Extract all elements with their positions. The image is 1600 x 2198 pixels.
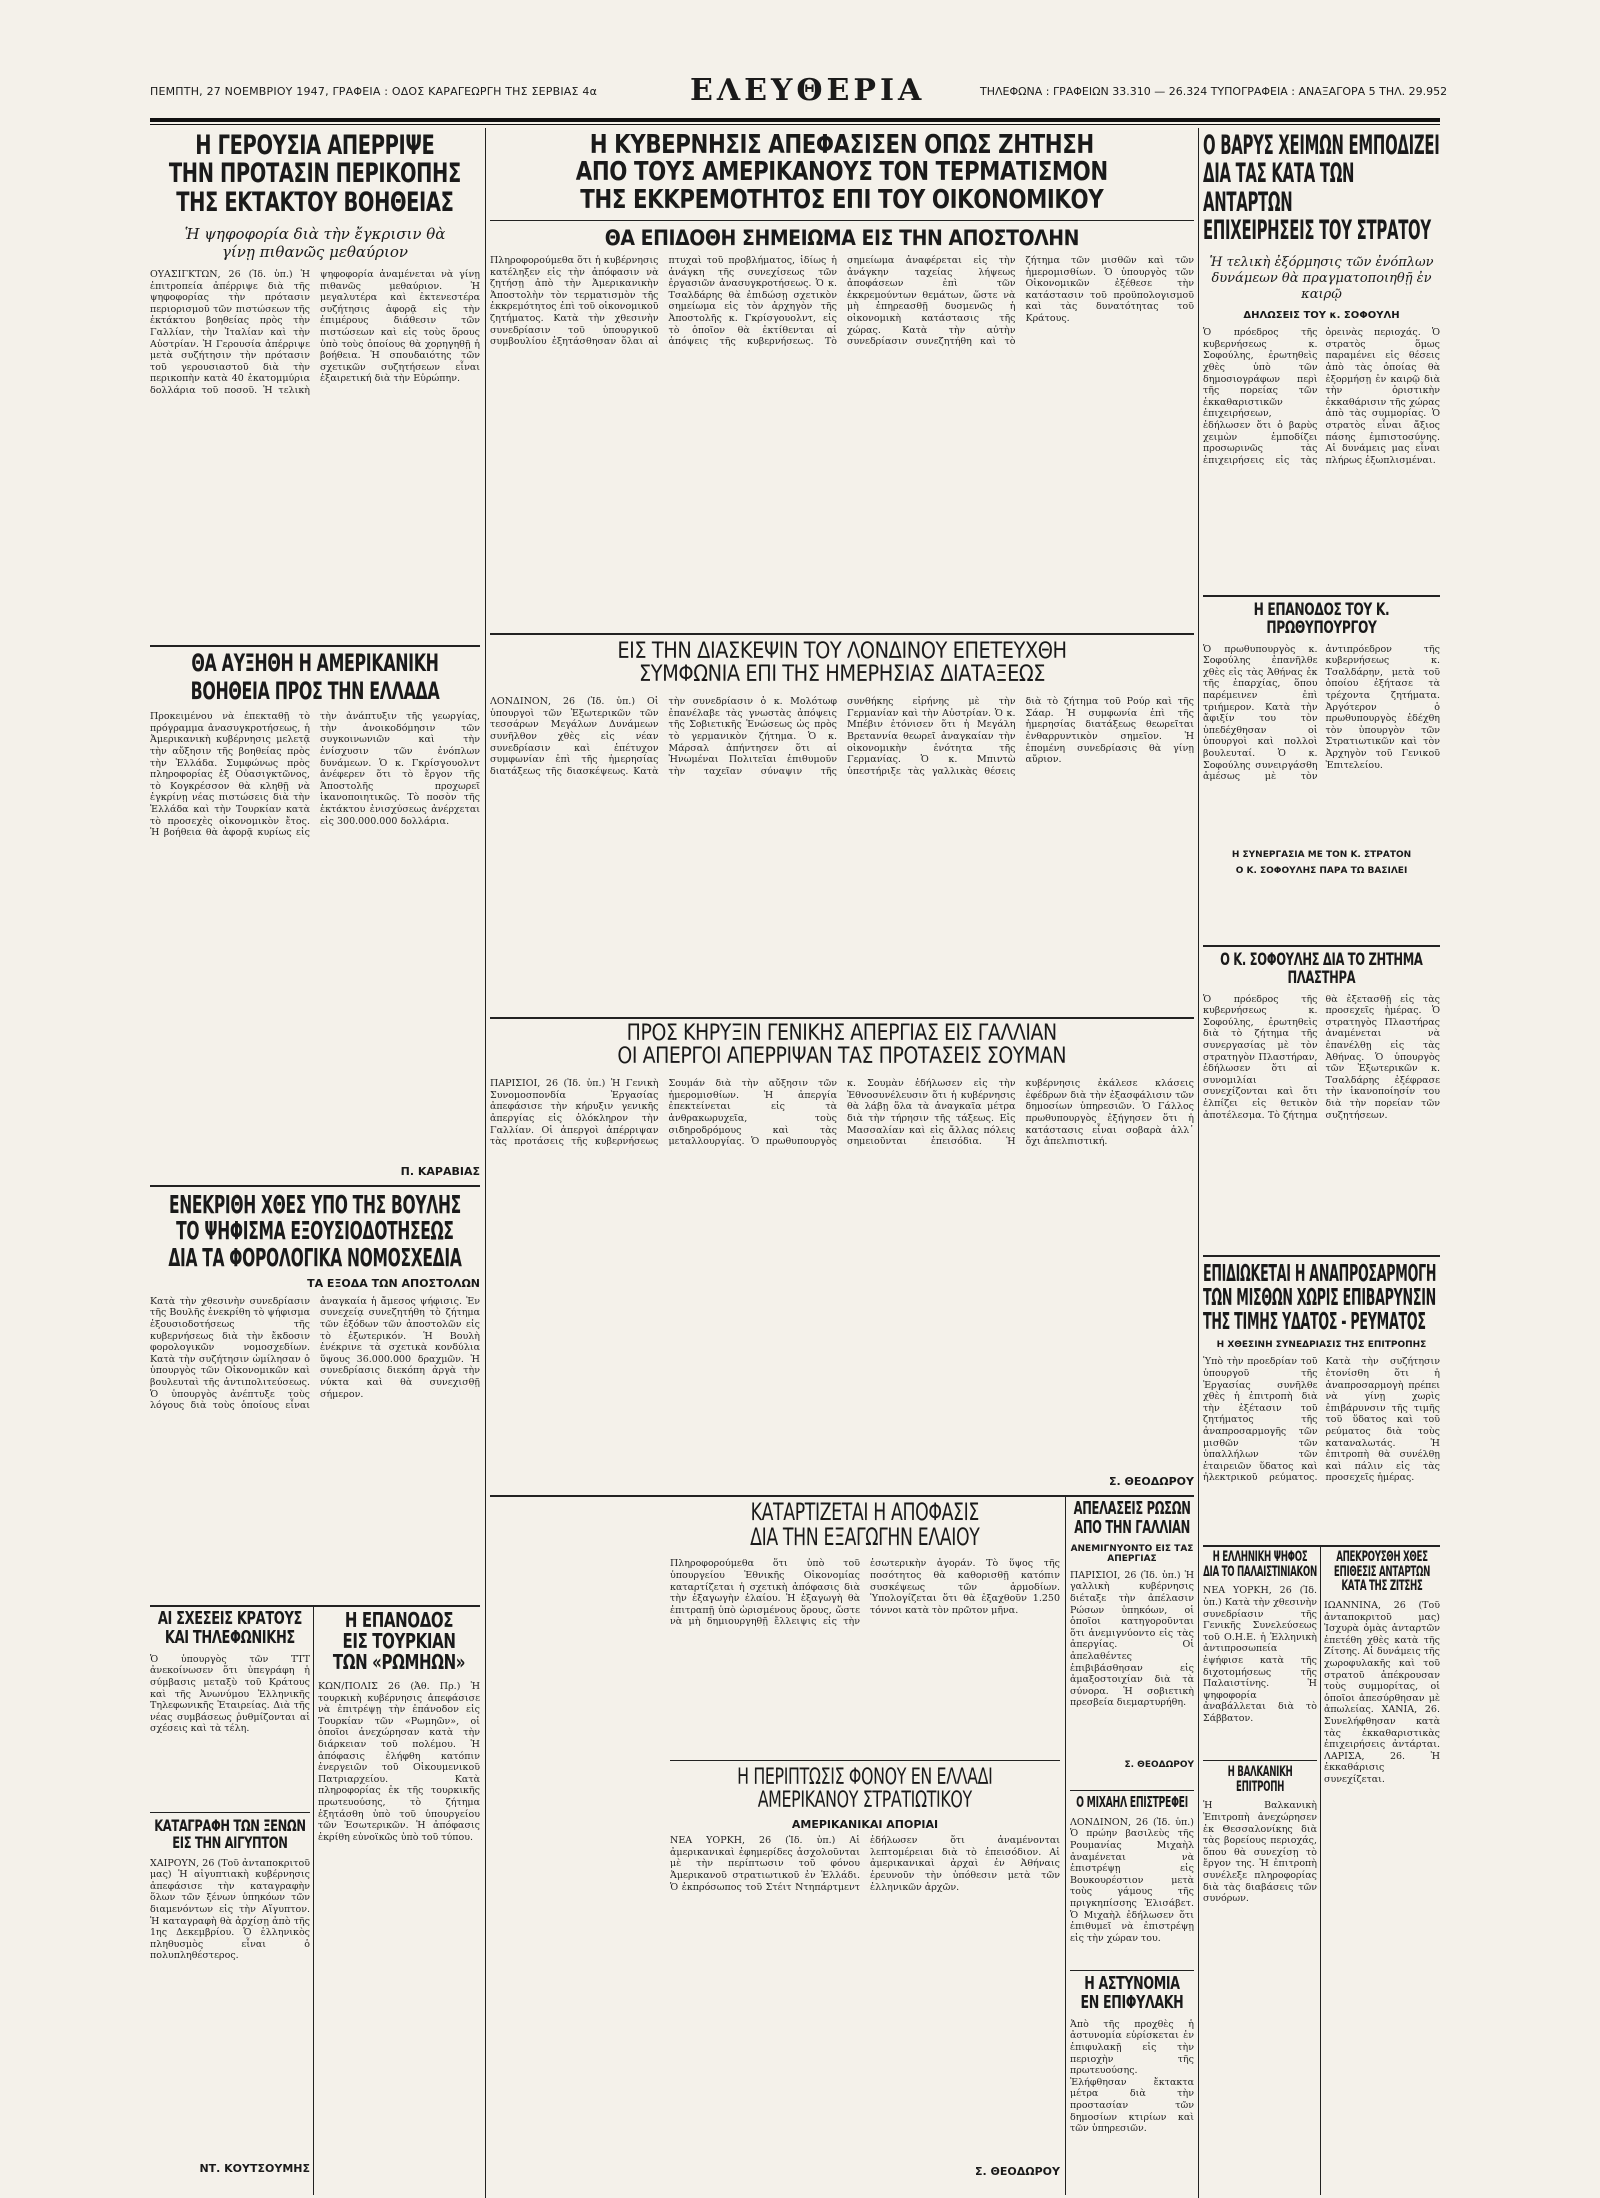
article-astynomia [1070,1975,1194,2159]
headline-line: Η ΚΥΒΕΡΝΗΣΙΣ ΑΠΕΦΑΣΙΣΕΝ ΟΠΩΣ ΖΗΤΗΣΗ [589,130,1094,160]
section-rule [490,633,1194,635]
article-palaistini [1203,1550,1317,1745]
byline: ΝΤ. ΚΟΥΤΣΟΥΜΗΣ [199,2161,310,2175]
article-body: ΛΟΝΔΙΝΟΝ, 26 (Ἰδ. ὑπ.) Οἱ ὑπουργοὶ τῶν Ἐξωτερικῶν τῶν τεσσάρων Μεγάλων Δυνάμεων συνῆλθον χθὲς εἰς νέαν συνεδρίασιν καὶ ἐπέτυχον συμφωνίαν ἐπὶ τῆς ἡμερησίας διατάξεως τῆς διασκέψεως. Κατὰ τὴν συνεδρίασιν ὁ κ. Μολότωφ ἐπανέλαβε τὰς γνωστὰς ἀπόψεις τῆς Σοβιετικῆς Ἑνώσεως ὡς πρὸς τὸ γερμανικὸν ζήτημα. Ὁ κ. Μάρσαλ ἀπήντησεν ὅτι αἱ Ἡνωμέναι Πολιτεῖαι ἐπιθυμοῦν τὴν ταχεῖαν σύναψιν τῆς συνθήκης εἰρήνης μὲ τὴν Γερμανίαν καὶ τὴν Αὐστρίαν. Ὁ κ. Μπέβιν ἐτόνισεν ὅτι ἡ Μεγάλη Βρεταννία θεωρεῖ ἀναγκαίαν τὴν οἰκονομικὴν ἑνότητα τῆς Γερμανίας. Ὁ κ. Μπιντὼ ὑπεστήριξε τὰς γαλλικὰς θέσεις διὰ τὸ ζήτημα τοῦ Ρούρ καὶ τῆς Σάαρ. Ἡ συμφωνία ἐπὶ τῆς ἡμερησίας διατάξεως θεωρεῖται ἐνθαρρυντικὸν σημεῖον. Ἡ ἑπομένη συνεδρίασις θὰ γίνῃ αὔριον. [490,696,1194,777]
headline-line: ΕΝ ΕΠΙΦΥΛΑΚΗ [1080,1991,1184,2013]
article-body: ΛΟΝΔΙΝΟΝ, 26 (Ἰδ. ὑπ.) Ὁ πρώην βασιλεὺς τῆς Ρουμανίας Μιχαὴλ ἀναμένεται νὰ ἐπιστρέψῃ εἰς Βουκουρέστιον μετὰ τοὺς γάμους τῆς πριγκηπίσσης Ἐλισάβετ. Ὁ Μιχαὴλ ἐδήλωσεν ὅτι ἐπιθυμεῖ νὰ ἐπιστρέψῃ εἰς τὴν χώραν του. [1070,1816,1194,1944]
subheadline: Ἡ τελικὴ ἐξόρμησις τῶν ἐνόπλων δυνάμεων θὰ πραγματοποιηθῇ ἐν καιρῷ [1209,255,1434,302]
article-body: Ὁ πρόεδρος τῆς κυβερνήσεως κ. Σοφούλης, ἐρωτηθεὶς χθὲς ὑπὸ τῶν δημοσιογράφων περὶ τῆς πορείας τῶν ἐκκαθαριστικῶν ἐπιχειρήσεων, ἐδήλωσεν ὅτι ὁ βαρὺς χειμὼν ἐμποδίζει προσωρινῶς τὰς ἐπιχειρήσεις εἰς τὰς ὀρεινὰς περιοχάς. Ὁ στρατὸς ὅμως παραμένει εἰς θέσεις ἀπὸ τὰς ὁποίας θὰ ἐξορμήσῃ ἐν καιρῷ διὰ τὴν ὁριστικὴν ἐκκαθάρισιν τῆς χώρας ἀπὸ τὰς συμμορίας. Ὁ στρατὸς εἶναι ἄξιος πάσης ἐμπιστοσύνης. Αἱ δυνάμεις μας εἶναι πλήρως ἐξωπλισμέναι. [1203,327,1440,466]
article-body: ΝΕΑ ΥΟΡΚΗ, 26 (Ἰδ. ὑπ.) Κατὰ τὴν χθεσινὴν συνεδρίασιν τῆς Γενικῆς Συνελεύσεως τοῦ Ο.Η.Ε. ἡ Ἑλληνικὴ ἀντιπροσωπεία ἐψήφισε κατὰ τῆς διχοτομήσεως τῆς Παλαιστίνης. Ἡ ψηφοφορία ἀναβάλλεται διὰ τὸ Σάββατον. [1203,1585,1317,1724]
section-rule [1203,595,1440,597]
headline-line: ΚΑΤΑ ΤΗΣ ΖΙΤΣΗΣ [1341,1578,1423,1595]
headline-line: ΤΗΣ ΕΚΚΡΕΜΟΤΗΤΟΣ ΕΠΙ ΤΟΥ ΟΙΚΟΝΟΜΙΚΟΥ [580,184,1104,215]
section-rule [1070,1790,1194,1791]
section-rule [1203,945,1440,947]
headline-line: ΤΗΣ ΕΚΤΑΚΤΟΥ ΒΟΗΘΕΙΑΣ [176,186,454,218]
headline-line: ΕΙΣ ΤΟΥΡΚΙΑΝ [342,1629,456,1653]
masthead-rule-thin [150,124,1440,125]
article-aigyptos [150,1818,310,2175]
headline-line: ΑΜΕΡΙΚΑΝΟΥ ΣΤΡΑΤΙΩΤΙΚΟΥ [757,1788,972,1814]
article-body: Ὁ ὑπουργὸς τῶν ΤΤΤ ἀνεκοίνωσεν ὅτι ὑπεγράφη ἡ σύμβασις μεταξὺ τοῦ Κράτους καὶ τῆς Ἀνωνύμου Ἑλληνικῆς Τηλεφωνικῆς Ἑταιρείας. Διὰ τῆς νέας συμβάσεως ῥυθμίζονται αἱ σχέσεις καὶ τὰ τέλη. [150,1653,310,1735]
headline-line: ΕΠΙΧΕΙΡΗΣΕΙΣ ΤΟΥ ΣΤΡΑΤΟΥ [1203,215,1431,247]
section-rule [1203,1255,1440,1257]
article-misthoi [1203,1262,1440,1511]
subheadline: Ἡ ψηφοφορία διὰ τὴν ἔγκρισιν θὰ γίνῃ πιθανῶς μεθαύριον [184,225,446,262]
masthead-rule [150,118,1440,122]
headline: Ο ΜΙΧΑΗΛ ΕΠΙΣΤΡΕΦΕΙ [1076,1793,1188,1811]
headline-line: ΕΙΣ ΤΗΝ ΑΙΓΥΠΤΟΝ [172,1832,288,1852]
column-rule [313,1605,314,2195]
article-body: Ὁ πρόεδρος τῆς κυβερνήσεως κ. Σοφούλης, ἐρωτηθεὶς διὰ τὸ ζήτημα τῆς συνεργασίας μὲ τὸν στρατηγὸν Πλαστήραν, ἐδήλωσεν ὅτι αἱ συνομιλίαι συνεχίζονται καὶ ὅτι ἐλπίζει εἰς θετικὸν ἀποτέλεσμα. Τὸ ζήτημα θὰ ἐξετασθῇ εἰς τὰς προσεχεῖς ἡμέρας. Ὁ στρατηγὸς Πλαστήρας ἀναμένεται νὰ ἐπανέλθῃ εἰς τὰς Ἀθήνας. Ὁ ὑπουργὸς τῶν Ἐξωτερικῶν κ. Τσαλδάρης ἐξέφρασε τὴν ἱκανοποίησίν του διὰ τὴν πορείαν τῶν συζητήσεων. [1203,993,1440,1121]
headline-line: Η ΕΛΛΗΝΙΚΗ ΨΗΦΟΣ [1212,1549,1308,1565]
article-epanodos-tourkia [318,1610,480,2121]
article-body: Πληροφορούμεθα ὅτι ἡ κυβέρνησις κατέληξεν εἰς τὴν ἀπόφασιν νὰ ζητήσῃ ἀπὸ τὴν Ἀμερικανικὴν Ἀποστολὴν τὸν τερματισμὸν τῆς ἐκκρεμότητος ἐπὶ τοῦ οἰκονομικοῦ ζητήματος. Κατὰ τὴν χθεσινὴν συνεδρίασιν τοῦ ὑπουργικοῦ συμβουλίου ἐξητάσθησαν ὅλαι αἱ πτυχαὶ τοῦ προβλήματος, ἰδίως ἡ ἀνάγκη τῆς συνεχίσεως τῶν ἐργασιῶν ἀνασυγκροτήσεως. Ὁ κ. Τσαλδάρης θὰ ἐπιδώσῃ σχετικὸν σημείωμα εἰς τὸν ἀρχηγὸν τῆς Ἀποστολῆς κ. Γκρίσγουολντ, εἰς τὸ ὁποῖον θὰ ἐκτίθενται αἱ ἀπόψεις τῆς κυβερνήσεως. Τὸ σημείωμα ἀναφέρεται εἰς τὴν ἀνάγκην ταχείας λήψεως ἀποφάσεων ἐπὶ τῶν ἐκκρεμούντων θεμάτων, ὥστε νὰ μὴ ἐπηρεασθῇ δυσμενῶς ἡ οἰκονομικὴ κατάστασις τῆς χώρας. Κατὰ τὴν αὐτὴν συνεδρίασιν συνεζητήθη καὶ τὸ ζήτημα τῶν μισθῶν καὶ τῶν ἡμερομισθίων. Ὁ ὑπουργὸς τῶν Οἰκονομικῶν ἐξέθεσε τὴν κατάστασιν τοῦ προϋπολογισμοῦ καὶ τὰς δυνατότητας τοῦ Κράτους. [490,254,1194,348]
headline: Ο Κ. ΣΟΦΟΥΛΗΣ ΔΙΑ ΤΟ ΖΗΤΗΜΑ ΠΛΑΣΤΗΡΑ [1220,950,1423,988]
section-rule [150,1605,480,1607]
headline-line: ΑΙ ΣΧΕΣΕΙΣ ΚΡΑΤΟΥΣ [157,1608,302,1629]
headline-line: ΔΙΑ ΤΑ ΦΟΡΟΛΟΓΙΚΑ ΝΟΜΟΣΧΕΔΙΑ [168,1242,462,1272]
article-ellada-strat [670,1766,1060,2178]
article-body: ΝΕΑ ΥΟΡΚΗ, 26 (Ἰδ. ὑπ.) Αἱ ἀμερικανικαὶ ἐφημερίδες ἀσχολοῦνται μὲ τὴν περίπτωσιν τοῦ φόνου Ἀμερικανοῦ στρατιωτικοῦ ἐν Ἑλλάδι. Ὁ ἐκπρόσωπος τοῦ Στέιτ Ντηπάρτμεντ ἐδήλωσεν ὅτι ἀναμένονται λεπτομέρειαι διὰ τὸ ἐπεισόδιον. Αἱ ἀμερικανικαὶ ἀρχαὶ ἐν Ἀθήναις ἐρευνοῦν τὴν ὑπόθεσιν μετὰ τῶν ἑλληνικῶν ἀρχῶν. [670,1835,1060,1893]
article-body: ΙΩΑΝΝΙΝΑ, 26 (Τοῦ ἀνταποκριτοῦ μας) Ἰσχυρὰ ὁμὰς ἀνταρτῶν ἐπετέθη χθὲς κατὰ τῆς Ζίτσης. Αἱ δυνάμεις τῆς χωροφυλακῆς καὶ τοῦ στρατοῦ ἀπέκρουσαν τοὺς συμμορίτας, οἱ ὁποῖοι ἀπεσύρθησαν μὲ ἀπωλείας. ΧΑΝΙΑ, 26. Συνελήφθησαν κατὰ τὰς ἐκκαθαριστικὰς ἐπιχειρήσεις ἀντάρται. ΛΑΡΙΣΑ, 26. Ἡ ἐκκαθάρισις συνεχίζεται. [1324,1600,1440,1785]
column-rule [1065,1495,1066,2195]
column-rule [1320,1545,1321,2195]
headline-line: ΤΟ ΨΗΦΙΣΜΑ ΕΞΟΥΣΙΟΔΟΤΗΣΕΩΣ [176,1216,454,1246]
article-xana [1070,1795,1194,1967]
section-rule [1070,1970,1194,1971]
headline-line: ΤΗΣ ΤΙΜΗΣ ΥΔΑΤΟΣ - ΡΕΥΜΑΤΟΣ [1203,1309,1426,1336]
headline-line: ΔΙΑ ΤΗΝ ΕΞΑΓΩΓΗΝ ΕΛΑΙΟΥ [750,1523,980,1552]
article-londino [490,640,1194,1026]
article-valkaniki [1203,1765,1317,2160]
section-kicker: Η ΧΘΕΣΙΝΗ ΣΥΝΕΔΡΙΑΣΙΣ ΤΗΣ ΕΠΙΤΡΟΠΗΣ [1216,1340,1427,1351]
section-kicker: ΤΑ ΕΞΟΔΑ ΤΩΝ ΑΠΟΣΤΟΛΩΝ [307,1276,480,1290]
article-epanodos-proth [1203,602,1440,882]
headline-line: ΕΠΙΔΙΩΚΕΤΑΙ Η ΑΝΑΠΡΟΣΑΡΜΟΓΗ [1203,1261,1437,1287]
headline-line: ΤΩΝ «ΡΩΜΗΩΝ» [332,1650,466,1674]
masthead-contacts: ΤΗΛΕΦΩΝΑ : ΓΡΑΦΕΙΩΝ 33.310 — 26.324 ΤΥΠΟΓΡΑΦΕΙΑ : ΑΝΑΞΑΓΟΡΑ 5 ΤΗΛ. 29.952 [980,85,1448,98]
headline-line: ΟΙ ΑΠΕΡΓΟΙ ΑΠΕΡΡΙΨΑΝ ΤΑΣ ΠΡΟΤΑΣΕΙΣ ΣΟΥΜΑΝ [617,1044,1067,1070]
masthead-title: ΕΛΕΥΘΕΡΙΑ [690,73,926,108]
section-kicker: ΑΝΕΜΙΓΝΥΟΝΤΟ ΕΙΣ ΤΑΣ ΑΠΕΡΓΙΑΣ [1070,1543,1194,1564]
article-body: ΚΩΝ/ΠΟΛΙΣ 26 (Ἀθ. Πρ.) Ἡ τουρκικὴ κυβέρνησις ἀπεφάσισε νὰ ἐπιτρέψῃ τὴν ἐπάνοδον εἰς Τουρκίαν τῶν «Ρωμηῶν», οἱ ὁποῖοι ἀνεχώρησαν κατὰ τὴν διάρκειαν τοῦ πολέμου. Ἡ ἀπόφασις ἐλήφθη κατόπιν ἐνεργειῶν τοῦ Οἰκουμενικοῦ Πατριαρχείου. Κατὰ πληροφορίας ἐκ τῆς τουρκικῆς πρωτευούσης, τὸ ζήτημα ἐξητάσθη ὑπὸ τοῦ ὑπουργείου τῶν Ἐσωτερικῶν. Ἡ ἀπόφασις ἐκρίθη εὐνοϊκῶς ὑπὸ τοῦ τύπου. [318,1681,480,1843]
headline-line: ΚΑΙ ΤΗΛΕΦΩΝΙΚΗΣ [164,1626,295,1648]
headline: ΘΑ ΑΥΞΗΘΗ Η ΑΜΕΡΙΚΑΝΙΚΗ ΒΟΗΘΕΙΑ ΠΡΟΣ ΤΗΝ ΕΛΛΑΔΑ [190,649,440,705]
headline-line: ΚΑΤΑΡΤΙΖΕΤΑΙ Η ΑΠΟΦΑΣΙΣ [750,1498,979,1526]
article-body: ΧΑΙΡΟΥΝ, 26 (Τοῦ ἀνταποκριτοῦ μας) Ἡ αἰγυπτιακὴ κυβέρνησις ἀπεφάσισε τὴν καταγραφὴν ὅλων τῶν ξένων ὑπηκόων τῶν διαμενόντων εἰς τὴν Αἴγυπτον. Ἡ καταγραφὴ θὰ ἀρχίσῃ ἀπὸ τῆς 1ης Δεκεμβρίου. Ὁ ἑλληνικὸς πληθυσμὸς εἶναι ὁ πολυπληθέστερος. [150,1857,310,1962]
section-kicker: ΑΜΕΡΙΚΑΝΙΚΑΙ ΑΠΟΡΙΑΙ [791,1818,939,1832]
section-rule [150,1185,480,1187]
article-aukseisi [150,650,480,1178]
article-kyvernisis [490,128,1194,585]
section-kicker: ΔΗΛΩΣΕΙΣ ΤΟΥ κ. ΣΟΦΟΥΛΗ [1243,310,1400,322]
byline: Σ. ΘΕΟΔΩΡΟΥ [1109,1475,1194,1489]
article-sxeseis [150,1610,310,1819]
section-rule [1203,1545,1440,1547]
section-kicker: Η ΣΥΝΕΡΓΑΣΙΑ ΜΕ ΤΟΝ Κ. ΣΤΡΑΤΟΝ [1231,849,1412,860]
section-rule [490,1017,1194,1019]
article-body: Ἀπὸ τῆς προχθὲς ἡ ἀστυνομία εὑρίσκεται ἐν ἐπιφυλακῇ εἰς τὴν περιοχὴν τῆς πρωτευούσης. Ἐλήφθησαν ἔκτακτα μέτρα διὰ τὴν προστασίαν τῶν δημοσίων κτιρίων καὶ τῶν ὑπηρεσιῶν. [1070,2018,1194,2135]
headline-line: Η ΕΠΑΝΟΔΟΣ [344,1608,454,1632]
section-rule [490,1495,1194,1497]
byline: Σ. ΘΕΟΔΩΡΟΥ [975,2165,1060,2179]
headline-line: Η ΓΕΡΟΥΣΙΑ ΑΠΕΡΡΙΨΕ [195,130,435,161]
article-body: ΠΑΡΙΣΙΟΙ, 26 (Ἰδ. ὑπ.) Ἡ Γενικὴ Συνομοσπονδία Ἐργασίας ἀπεφάσισε τὴν κήρυξιν γενικῆς ἀπεργίας εἰς ὁλόκληρον τὴν Γαλλίαν. Οἱ ἀπεργοὶ ἀπέρριψαν τὰς προτάσεις τῆς κυβερνήσεως Σουμάν διὰ τὴν αὔξησιν τῶν ἡμερομισθίων. Ἡ ἀπεργία ἐπεκτείνεται εἰς τὰ ἀνθρακωρυχεῖα, τοὺς σιδηροδρόμους καὶ τὰς μεταλλουργίας. Ὁ πρωθυπουργὸς κ. Σουμὰν ἐδήλωσεν εἰς τὴν Ἐθνοσυνέλευσιν ὅτι ἡ κυβέρνησις θὰ λάβῃ ὅλα τὰ ἀναγκαῖα μέτρα διὰ τὴν τήρησιν τῆς τάξεως. Εἰς Μασσαλίαν καὶ εἰς ἄλλας πόλεις σημειοῦνται ἐπεισόδια. Ἡ κυβέρνησις ἐκάλεσε κλάσεις ἐφέδρων διὰ τὴν ἐξασφάλισιν τῶν δημοσίων ὑπηρεσιῶν. Ὁ Γάλλος πρωθυπουργὸς ἐξήγησεν ὅτι ἡ κατάστασις εἶναι σοβαρὰ ἀλλ᾽ ὄχι ἀπελπιστική. [490,1078,1194,1148]
headline-line: Η ΠΕΡΙΠΤΩΣΙΣ ΦΟΝΟΥ ΕΝ ΕΛΛΑΔΙ [737,1765,993,1790]
article-zitsa [1324,1550,1440,2160]
headline-line: ΑΠΟ ΤΟΥΣ ΑΜΕΡΙΚΑΝΟΥΣ ΤΟΝ ΤΕΡΜΑΤΙΣΜΟΝ [575,157,1108,188]
article-body: Κατὰ τὴν χθεσινὴν συνεδρίασιν τῆς Βουλῆς ἐνεκρίθη τὸ ψήφισμα ἐξουσιοδοτήσεως τῆς κυβερνήσεως διὰ τὴν ἔκδοσιν φορολογικῶν νομοσχεδίων. Κατὰ τὴν συζήτησιν ὡμίλησαν ὁ ὑπουργὸς τῶν Οἰκονομικῶν καὶ βουλευταὶ τῆς ἀντιπολιτεύσεως. Ὁ ὑπουργὸς ἀνέπτυξε τοὺς λόγους διὰ τοὺς ὁποίους εἶναι ἀναγκαία ἡ ἄμεσος ψήφισις. Ἐν συνεχείᾳ συνεζητήθη τὸ ζήτημα τῶν ἐξόδων τῶν ἀποστολῶν εἰς τὸ ἐξωτερικόν. Ἡ Βουλὴ ἐνέκρινε τὰ σχετικὰ κονδύλια ὕψους 36.000.000 δραχμῶν. Ἡ συνεδρίασις διεκόπη ἀργὰ τὴν νύκτα καὶ θὰ συνεχισθῇ σήμερον. [150,1295,480,1412]
headline-line: ΚΑΤΑΓΡΑΦΗ ΤΩΝ ΞΕΝΩΝ [154,1816,306,1835]
headline-line: ΠΡΟΣ ΚΗΡΥΞΙΝ ΓΕΝΙΚΗΣ ΑΠΕΡΓΙΑΣ ΕΙΣ ΓΑΛΛΙΑΝ [626,1021,1057,1046]
section-rule [150,645,480,647]
section-kicker: Ο Κ. ΣΟΦΟΥΛΗΣ ΠΑΡΑ ΤΩ ΒΑΣΙΛΕΙ [1235,865,1408,876]
headline-line: ΔΙΑ ΤΟ ΠΑΛΑΙΣΤΙΝΙΑΚΟΝ [1203,1563,1317,1580]
article-apergia [490,1022,1194,1488]
column-rule [1198,128,1199,2198]
headline-line: Ο ΒΑΡΥΣ ΧΕΙΜΩΝ ΕΜΠΟΔΙΖΕΙ [1203,130,1440,161]
article-apelaseis [1070,1500,1194,1770]
article-egkrisi [150,1192,480,1611]
headline-line: ΑΠΕΚΡΟΥΣΘΗ ΧΘΕΣ [1336,1549,1428,1565]
headline-line: ΕΠΙΘΕΣΙΣ ΑΝΤΑΡΤΩΝ [1333,1563,1431,1580]
headline: Η ΕΠΑΝΟΔΟΣ ΤΟΥ Κ. ΠΡΩΘΥΠΟΥΡΓΟΥ [1253,600,1390,638]
article-elaiou [670,1500,1060,1743]
section-rule [490,220,1194,221]
article-body: Ἡ Βαλκανικὴ Ἐπιτροπὴ ἀνεχώρησεν ἐκ Θεσσαλονίκης διὰ τὰς βορείους περιοχάς, ὅπου θὰ συνεχίσῃ τὸ ἔργον της. Ἡ ἐπιτροπὴ συνέλεξε πληροφορίας διὰ τὰς διαβάσεις τῶν συνόρων. [1203,1800,1317,1905]
byline: Σ. ΘΕΟΔΩΡΟΥ [1124,1759,1194,1770]
headline-line: ΤΗΝ ΠΡΟΤΑΣΙΝ ΠΕΡΙΚΟΠΗΣ [168,158,461,190]
headline-line: ΕΝΕΚΡΙΘΗ ΧΘΕΣ ΥΠΟ ΤΗΣ ΒΟΥΛΗΣ [168,1190,461,1219]
section-rule [670,1760,1060,1761]
article-body: Ὑπὸ τὴν προεδρίαν τοῦ ὑπουργοῦ τῆς Ἐργασίας συνῆλθε χθὲς ἡ ἐπιτροπὴ διὰ τὴν ἐξέτασιν τοῦ ζητήματος τῆς ἀναπροσαρμογῆς τῶν μισθῶν τῶν ὑπαλλήλων τῶν ἑταιρειῶν ὕδατος καὶ ἠλεκτρικοῦ ρεύματος. Κατὰ τὴν συζήτησιν ἐτονίσθη ὅτι ἡ ἀναπροσαρμογὴ πρέπει νὰ γίνῃ χωρὶς ἐπιβάρυνσιν τῆς τιμῆς τοῦ ὕδατος καὶ τοῦ ρεύματος διὰ τοὺς καταναλωτάς. Ἡ ἐπιτροπὴ θὰ συνέλθῃ καὶ πάλιν εἰς τὰς προσεχεῖς ἡμέρας. [1203,1356,1440,1484]
article-body: ΟΥΑΣΙΓΚΤΩΝ, 26 (Ἰδ. ὑπ.) Ἡ ἐπιτροπεία ἀπέρριψε διὰ τῆς ψηφοφορίας τὴν πρότασιν περιορισμοῦ τῶν πιστώσεων τῆς ἐκτάκτου βοηθείας πρὸς τὴν Γαλλίαν, τὴν Ἰταλίαν καὶ τὴν Αὐστρίαν. Ἡ Γερουσία ἀπέρριψε μετὰ συζήτησιν τὴν πρότασιν τοῦ γερουσιαστοῦ διὰ τὴν περικοπὴν κατὰ 40 ἑκατομμύρια δολλάρια τοῦ ποσοῦ. Ἡ τελικὴ ψηφοφορία ἀναμένεται νὰ γίνῃ πιθανῶς μεθαύριον. Ἡ μεγαλυτέρα καὶ ἐκτενεστέρα συζήτησις ἀφορᾷ εἰς τὴν ἐπιμέρους διάθεσιν τῶν πιστώσεων καὶ εἰς τοὺς ὅρους ὑπὸ τοὺς ὁποίους θὰ χορηγηθῇ ἡ βοήθεια. Ἡ σπουδαιότης τῶν σχετικῶν συζητήσεων εἶναι ἐξαιρετική διὰ τὴν Εὐρώπην. [150,269,480,396]
article-varys [1203,128,1440,577]
byline: Π. ΚΑΡΑΒΙΑΣ [400,1165,480,1179]
headline-line: ΑΠΕΛΑΣΕΙΣ ΡΩΣΩΝ [1073,1498,1191,1519]
article-body: ΠΑΡΙΣΙΟΙ, 26 (Ἰδ. ὑπ.) Ἡ γαλλικὴ κυβέρνησις διέταξε τὴν ἀπέλασιν Ρώσων ὑπηκόων, οἱ ὁποῖοι κατηγοροῦνται ὅτι ἀνεμιγνύοντο εἰς τὰς ἀπεργίας. Οἱ ἀπελαθέντες ἐπιβιβάσθησαν εἰς ἀμαξοστοιχίαν διὰ τὰ σύνορα. Ἡ σοβιετικὴ πρεσβεία διεμαρτυρήθη. [1070,1569,1194,1709]
article-body: Ὁ πρωθυπουργὸς κ. Σοφούλης ἐπανῆλθε χθὲς εἰς τὰς Ἀθήνας ἐκ τῆς ἐπαρχίας, ὅπου παρέμεινεν ἐπὶ τριήμερον. Κατὰ τὴν ἄφιξίν του τὸν ὑπεδέχθησαν οἱ ὑπουργοὶ καὶ πολλοὶ βουλευταί. Ὁ κ. Σοφούλης συνειργάσθη ἀμέσως μὲ τὸν ἀντιπρόεδρον τῆς κυβερνήσεως κ. Τσαλδάρην, μετὰ τοῦ ὁποίου ἐξήτασε τὰ τρέχοντα ζητήματα. Ἀργότερον ὁ πρωθυπουργὸς ἐδέχθη τὸν ὑπουργὸν τῶν Στρατιωτικῶν καὶ τὸν Ἀρχηγὸν τοῦ Γενικοῦ Ἐπιτελείου. [1203,643,1440,783]
article-body: Πληροφορούμεθα ὅτι ὑπὸ τοῦ ὑπουργείου Ἐθνικῆς Οἰκονομίας καταρτίζεται ἡ σχετικὴ ἀπόφασις διὰ τὴν ἐξαγωγὴν ἐλαίου. Ἡ ἐξαγωγὴ θὰ ἐπιτραπῇ ὑπὸ ὡρισμένους ὅρους, ὥστε νὰ μὴ δημιουργηθῇ ἔλλειψις εἰς τὴν ἐσωτερικὴν ἀγοράν. Τὸ ὕψος τῆς ποσότητος θὰ καθορισθῇ κατόπιν συσκέψεως τῶν ἁρμοδίων. Ὑπολογίζεται ὅτι θὰ ἐξαχθοῦν 1.250 τόννοι κατὰ τὸν πρῶτον μῆνα. [670,1558,1060,1628]
article-sofoulis-plastiras [1203,952,1440,1279]
headline-line: ΤΩΝ ΜΙΣΘΩΝ ΧΩΡΙΣ ΕΠΙΒΑΡΥΝΣΙΝ [1203,1285,1436,1312]
subheadline: ΘΑ ΕΠΙΔΟΘΗ ΣΗΜΕΙΩΜΑ ΕΙΣ ΤΗΝ ΑΠΟΣΤΟΛΗΝ [604,225,1080,250]
headline-line: ΕΙΣ ΤΗΝ ΔΙΑΣΚΕΨΙΝ ΤΟΥ ΛΟΝΔΙΝΟΥ ΕΠΕΤΕΥΧΘΗ [617,639,1067,664]
section-rule [150,1812,310,1813]
headline-line: ΔΙΑ ΤΑΣ ΚΑΤΑ ΤΩΝ ΑΝΤΑΡΤΩΝ [1203,158,1355,218]
headline-line: ΑΠΟ ΤΗΝ ΓΑΛΛΙΑΝ [1074,1516,1190,1538]
masthead [150,73,1448,115]
column-rule [485,128,486,2198]
section-rule [1203,1760,1317,1761]
article-body: Προκειμένου νὰ ἐπεκταθῇ τὸ πρόγραμμα ἀνασυγκροτήσεως, ἡ Ἀμερικανικὴ κυβέρνησις μελετᾷ τὴν αὔξησιν τῆς βοηθείας πρὸς τὴν Ἑλλάδα. Συμφώνως πρὸς πληροφορίας ἐξ Οὐασιγκτῶνος, τὸ Κογκρέσσον θὰ κληθῇ νὰ ἐγκρίνῃ νέας πιστώσεις διὰ τὴν Ἑλλάδα καὶ τὴν Τουρκίαν κατὰ τὸ προσεχὲς οἰκονομικὸν ἔτος. Ἡ βοήθεια θὰ ἀφορᾷ κυρίως εἰς τὴν ἀνάπτυξιν τῆς γεωργίας, τὴν ἀνοικοδόμησιν τῶν συγκοινωνιῶν καὶ τὴν ἐνίσχυσιν τῶν ἐνόπλων δυνάμεων. Ὁ κ. Γκρίσγουολντ ἀνέφερεν ὅτι τὸ ἔργον τῆς Ἀποστολῆς προχωρεῖ ἱκανοποιητικῶς. Τὸ ποσὸν τῆς ἐκτάκτου ἐνισχύσεως ἀνέρχεται εἰς 300.000.000 δολλάρια. [150,711,480,839]
masthead-dateline: ΠΕΜΠΤΗ, 27 ΝΟΕΜΒΡΙΟΥ 1947, ΓΡΑΦΕΙΑ : ΟΔΟΣ ΚΑΡΑΓΕΩΡΓΗ ΤΗΣ ΣΕΡΒΙΑΣ 4α [150,85,598,98]
headline-line: ΣΥΜΦΩΝΙΑ ΕΠΙ ΤΗΣ ΗΜΕΡΗΣΙΑΣ ΔΙΑΤΑΞΕΩΣ [638,662,1046,688]
article-gerousia [150,128,480,614]
headline: Η ΒΑΛΚΑΝΙΚΗ ΕΠΙΤΡΟΠΗ [1227,1764,1293,1795]
headline-line: Η ΑΣΤΥΝΟΜΙΑ [1084,1973,1180,1994]
